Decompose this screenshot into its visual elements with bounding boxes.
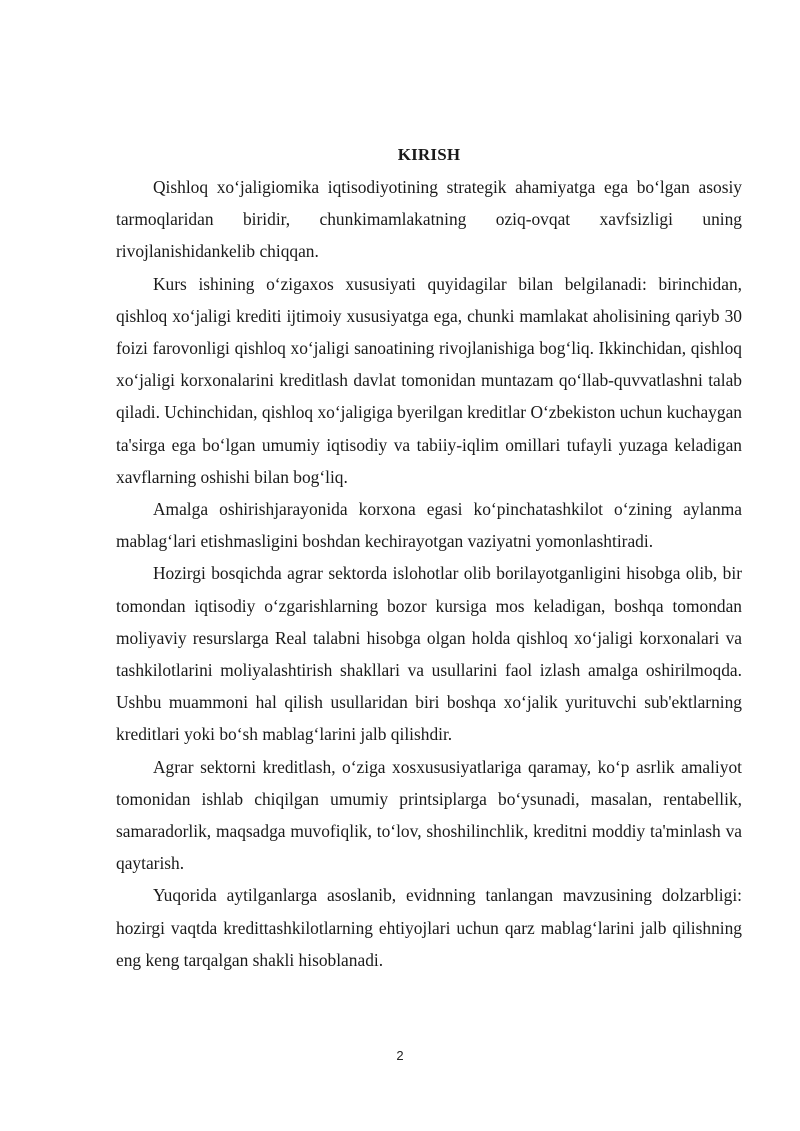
paragraph-3: Amalga oshirishjarayonida korxona egasi ko‘pinchatashkilot o‘zining aylanma mablag‘lari etishmasligini boshdan kechirayotgan vaziyatni yomonlashtiradi. <box>116 499 742 552</box>
section-heading: KIRISH <box>397 145 461 164</box>
paragraph-5: Agrar sektorni kreditlash, o‘ziga xosxususiyatlariga qaramay, ko‘p asrlik amaliyot tomonidan ishlab chiqilgan umumiy printsiplarga bo‘ysunadi, masalan, rentabellik, samaradorlik, maqsadga muvofiqlik, to‘lov, shoshilinchlik, kreditni moddiy ta'minlash va qaytarish. <box>116 756 742 874</box>
paragraph-4: Hozirgi bosqichda agrar sektorda islohotlar olib borilayotganligini hisobga olib, bir tomondan iqtisodiy o‘zgarishlarning bozor kursiga mos keladigan, boshqa tomondan moliyaviy resurslarga Real talabni hisobga olgan holda qishloq xo‘jaligi korxonalari va tashkilotlarini moliyalashtirish shakllari va usullarini faol izlash amalga oshirilmoqda. Ushbu muammoni hal qilish usullaridan biri boshqa xo‘jalik yurituvchi sub'ektlarning kreditlari yoki bo‘sh mablag‘larini jalb qilishdir. <box>116 563 742 745</box>
paragraph-2: Kurs ishining o‘zigaxos xususiyati quyidagilar bilan belgilanadi: birinchidan, qishloq xo‘jaligi krediti ijtimoiy xususiyatga ega, chunki mamlakat aholisining qariyb 30 foizi farovonligi qishloq xo‘jaligi sanoatining rivojlanishiga bog‘liq. Ikkinchidan, qishloq xo‘jaligi korxonalarini kreditlash davlat tomonidan muntazam qo‘llab-quvvatlashni talab qiladi. Uchinchidan, qishloq xo‘jaligiga byerilgan kreditlar O‘zbekiston uchun kuchaygan ta'sirga ega bo‘lgan umumiy iqtisodiy va tabiiy-iqlim omillari tufayli yuzaga keladigan xavflarning oshishi bilan bog‘liq. <box>116 273 742 487</box>
page-content <box>116 143 742 976</box>
page-number: 2 <box>396 1048 404 1063</box>
paragraph-1: Qishloq xo‘jaligiomika iqtisodiyotining strategik ahamiyatga ega bo‘lgan asosiy tarmoqlaridan biridir, chunkimamlakatning oziq-ovqat xavfsizligi uning rivojlanishidankelib chiqqan. <box>116 177 742 262</box>
paragraph-6: Yuqorida aytilganlarga asoslanib, evidnning tanlangan mavzusining dolzarbligi: hozirgi vaqtda kredittashkilotlarning ehtiyojlari uchun qarz mablag‘larini jalb qilishning eng keng tarqalgan shakli hisoblanadi. <box>116 885 742 970</box>
